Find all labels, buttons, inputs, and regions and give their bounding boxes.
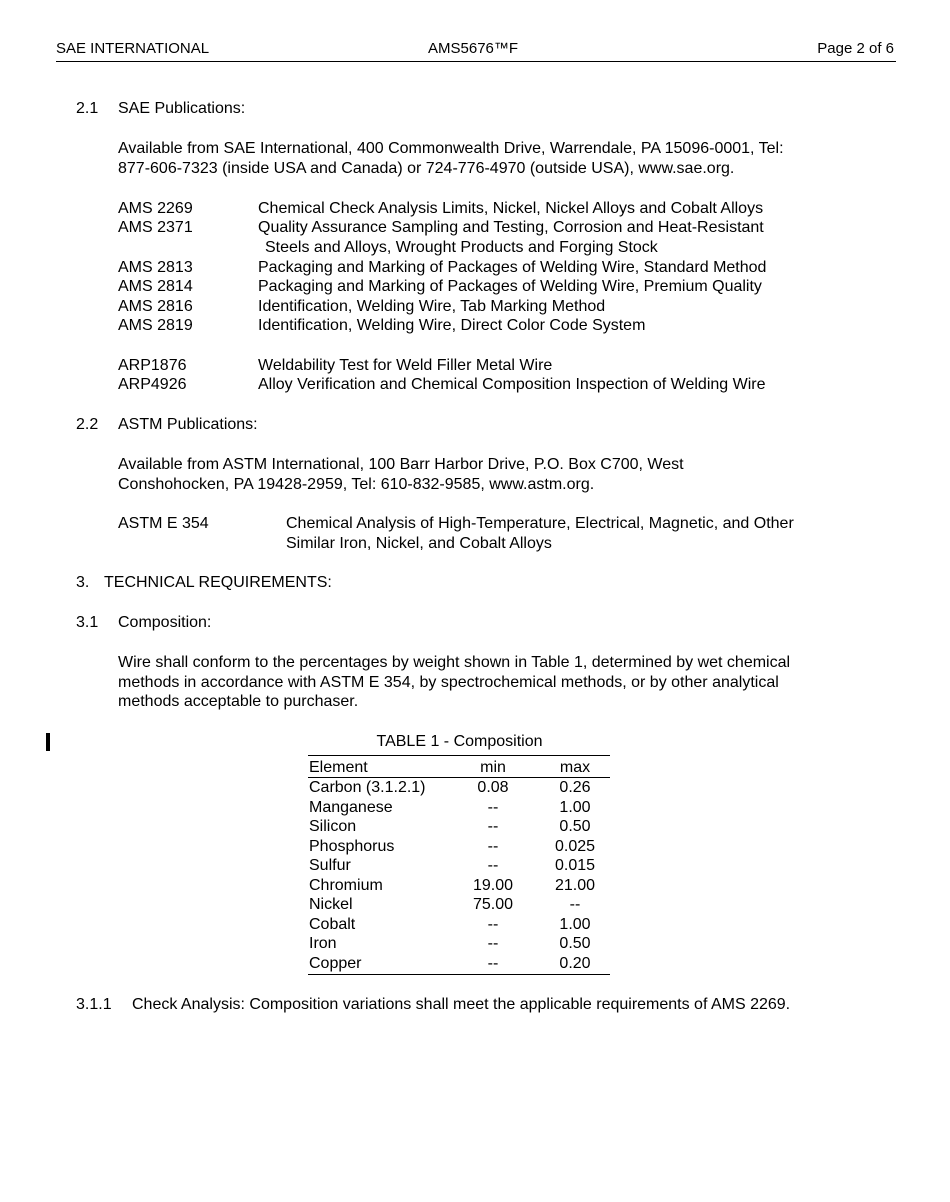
cell-element: Iron — [309, 935, 337, 952]
ref-code: AMS 2269 — [118, 200, 193, 217]
ref-code: AMS 2371 — [118, 219, 193, 236]
cell-min: -- — [487, 857, 499, 874]
ref-title: Quality Assurance Sampling and Testing, Corrosion and Heat-Resistant — [258, 219, 764, 236]
ref-title: Identification, Welding Wire, Direct Color Code System — [258, 317, 646, 334]
composition-paragraph-line-3: methods acceptable to purchaser. — [118, 693, 359, 710]
cell-min: -- — [487, 955, 499, 972]
ref-code: ASTM E 354 — [118, 515, 209, 532]
section-3-1-number: 3.1 — [76, 614, 99, 631]
ref-title: Identification, Welding Wire, Tab Marking Method — [258, 298, 606, 315]
cell-element: Cobalt — [309, 916, 356, 933]
revision-change-bar — [46, 733, 50, 751]
sae-availability-line-1: Available from SAE International, 400 Commonwealth Drive, Warrendale, PA 15096-0001, Tel: — [118, 140, 784, 157]
cell-max: 1.00 — [559, 916, 591, 933]
cell-min: -- — [487, 818, 499, 835]
table-header-element: Element — [309, 759, 368, 776]
cell-max: 0.50 — [559, 818, 591, 835]
cell-min: -- — [487, 935, 499, 952]
cell-max: 0.025 — [554, 838, 596, 855]
cell-element: Sulfur — [309, 857, 351, 874]
cell-max: 21.00 — [554, 877, 596, 894]
ref-title-continuation: Steels and Alloys, Wrought Products and Forging Stock — [265, 239, 658, 256]
ref-code: AMS 2819 — [118, 317, 193, 334]
cell-max: 0.015 — [554, 857, 596, 874]
section-2-2-title: ASTM Publications: — [118, 416, 258, 433]
cell-min: -- — [487, 838, 499, 855]
ref-code: ARP1876 — [118, 357, 187, 374]
section-3-title: TECHNICAL REQUIREMENTS: — [104, 574, 332, 591]
composition-paragraph-line-2: methods in accordance with ASTM E 354, by spectrochemical methods, or by other analytical — [118, 674, 779, 691]
table-header-min: min — [480, 759, 506, 776]
cell-element: Copper — [309, 955, 362, 972]
cell-min: -- — [487, 799, 499, 816]
section-2-1-title: SAE Publications: — [118, 100, 246, 117]
cell-min: 19.00 — [472, 877, 514, 894]
ref-title: Packaging and Marking of Packages of Welding Wire, Premium Quality — [258, 278, 762, 295]
section-2-1-number: 2.1 — [76, 100, 99, 117]
cell-max: 0.20 — [559, 955, 591, 972]
header-left: SAE INTERNATIONAL — [56, 40, 210, 57]
cell-min: 75.00 — [472, 896, 514, 913]
astm-availability-line-2: Conshohocken, PA 19428-2959, Tel: 610-832-9585, www.astm.org. — [118, 476, 595, 493]
cell-max: -- — [569, 896, 581, 913]
ref-title: Chemical Check Analysis Limits, Nickel, Nickel Alloys and Cobalt Alloys — [258, 200, 764, 217]
cell-max: 0.50 — [559, 935, 591, 952]
section-2-2-number: 2.2 — [76, 416, 99, 433]
cell-element: Chromium — [309, 877, 383, 894]
cell-min: -- — [487, 916, 499, 933]
ref-code: ARP4926 — [118, 376, 187, 393]
section-3-number: 3. — [76, 574, 90, 591]
sae-availability-line-2: 877-606-7323 (inside USA and Canada) or 724-776-4970 (outside USA), www.sae.org. — [118, 160, 735, 177]
ref-title-continuation: Similar Iron, Nickel, and Cobalt Alloys — [286, 535, 552, 552]
ref-title: Chemical Analysis of High-Temperature, Electrical, Magnetic, and Other — [286, 515, 794, 532]
ref-code: AMS 2816 — [118, 298, 193, 315]
astm-availability-line-1: Available from ASTM International, 100 Barr Harbor Drive, P.O. Box C700, West — [118, 456, 684, 473]
ref-code: AMS 2813 — [118, 259, 193, 276]
table-bottom-rule — [308, 974, 610, 975]
cell-element: Phosphorus — [309, 838, 395, 855]
table-header-max: max — [559, 759, 591, 776]
section-3-1-1-number: 3.1.1 — [76, 996, 112, 1013]
header-rule — [56, 61, 896, 62]
cell-element: Nickel — [309, 896, 353, 913]
ref-title: Alloy Verification and Chemical Composition Inspection of Welding Wire — [258, 376, 766, 393]
ref-title: Weldability Test for Weld Filler Metal Wire — [258, 357, 553, 374]
cell-element: Manganese — [309, 799, 393, 816]
table-caption: TABLE 1 - Composition — [376, 733, 543, 750]
cell-max: 0.26 — [559, 779, 591, 796]
ref-code: AMS 2814 — [118, 278, 193, 295]
cell-min: 0.08 — [477, 779, 509, 796]
cell-element: Silicon — [309, 818, 357, 835]
header-page-number: Page 2 of 6 — [817, 40, 894, 57]
ref-title: Packaging and Marking of Packages of Welding Wire, Standard Method — [258, 259, 767, 276]
table-top-rule — [308, 755, 610, 756]
header-center: AMS5676™F — [428, 40, 519, 57]
composition-paragraph-line-1: Wire shall conform to the percentages by weight shown in Table 1, determined by wet chemical — [118, 654, 791, 671]
section-3-1-title: Composition: — [118, 614, 212, 631]
cell-max: 1.00 — [559, 799, 591, 816]
check-analysis-text: Check Analysis: Composition variations shall meet the applicable requirements of AMS 2269. — [132, 996, 791, 1013]
cell-element: Carbon (3.1.2.1) — [309, 779, 426, 796]
